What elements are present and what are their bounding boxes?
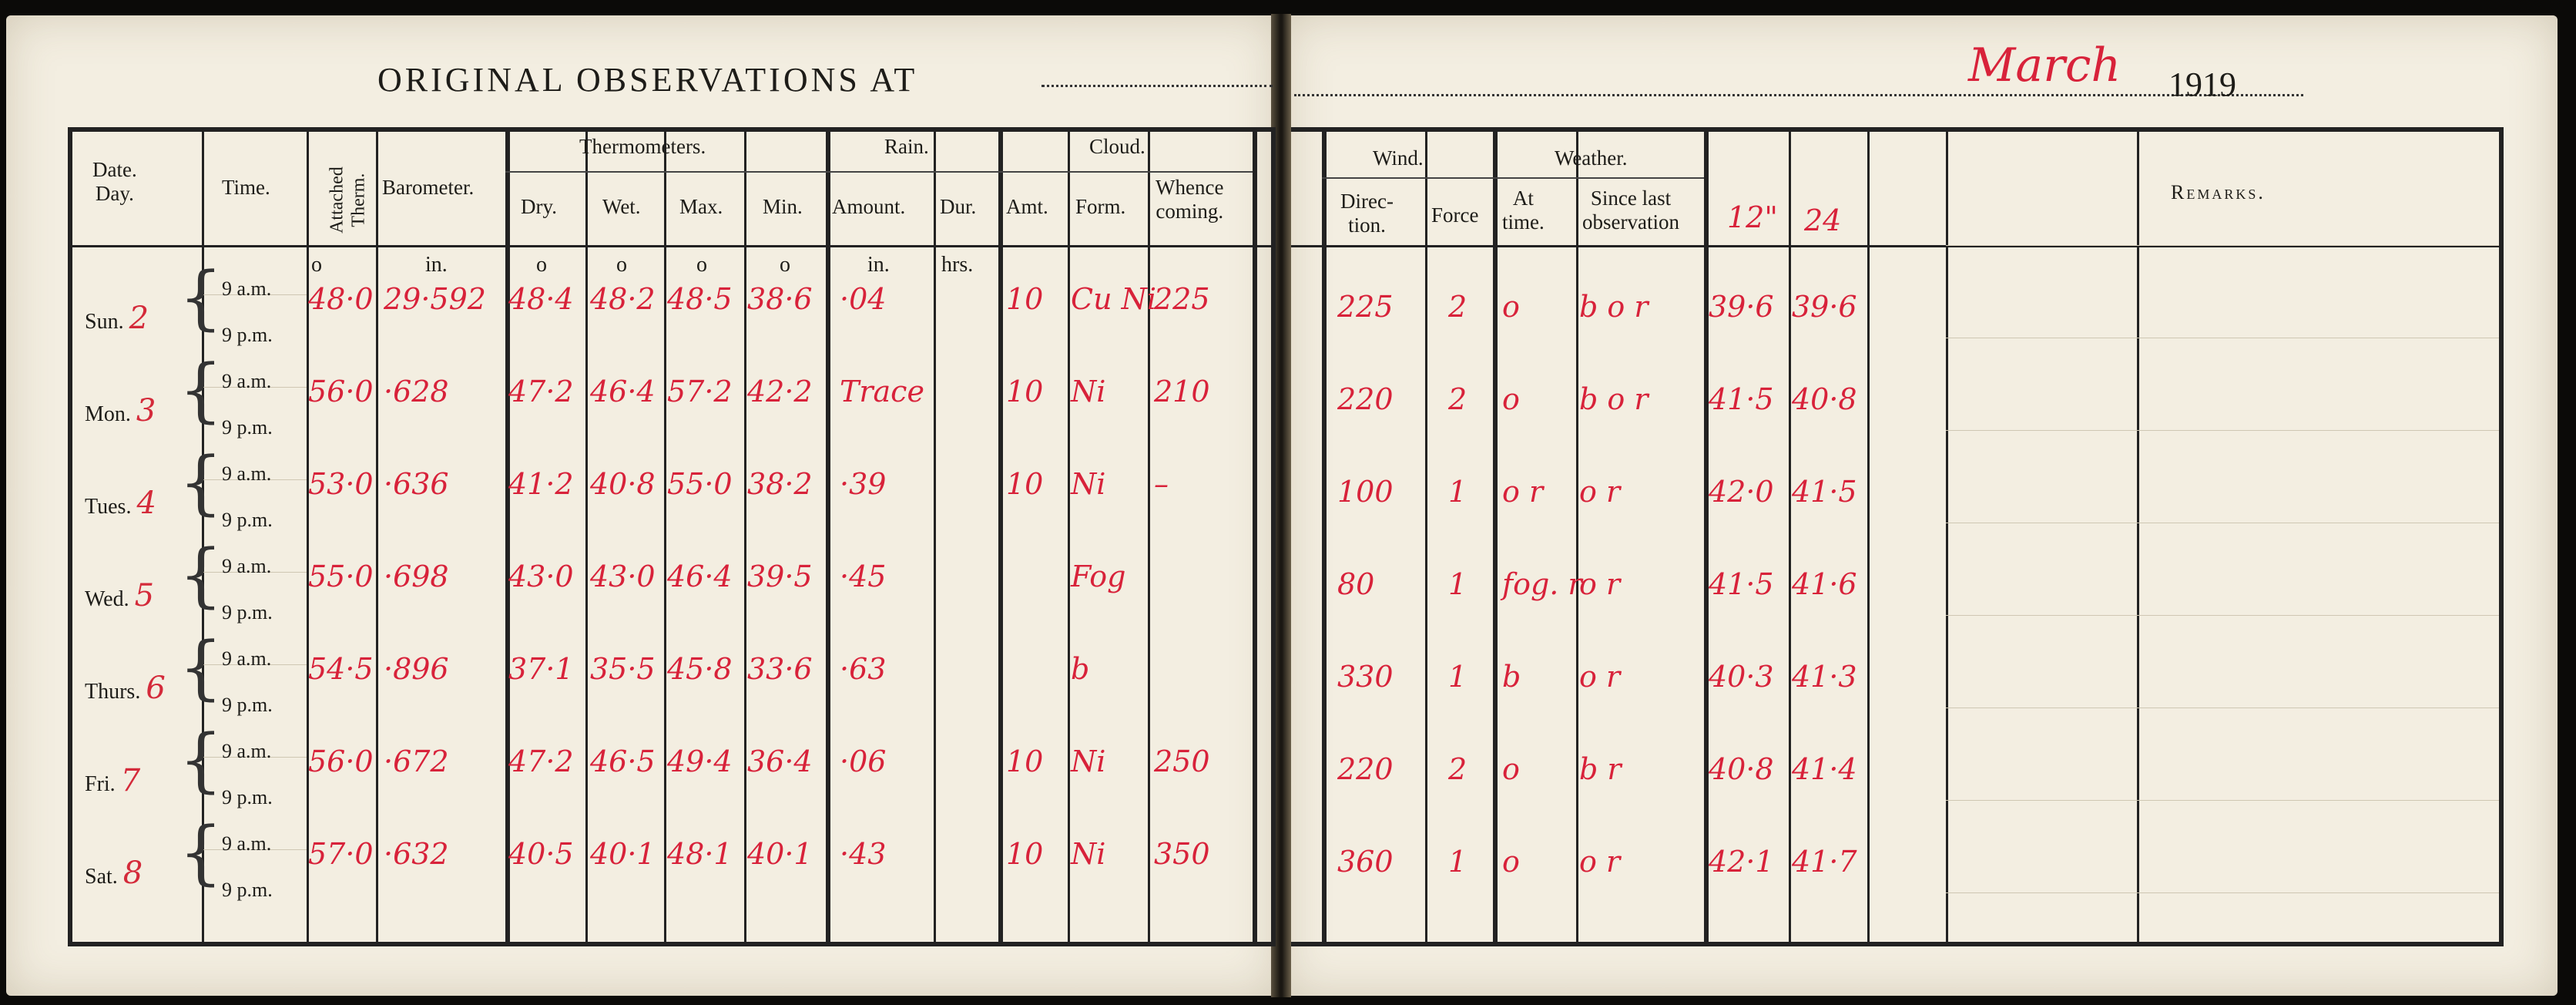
unit-barometer: in. [425, 253, 448, 277]
col-time: Time. [222, 176, 270, 199]
day-name: Sat. [85, 865, 123, 889]
cell-attached: 48·0 [308, 282, 374, 316]
column-rule [1148, 127, 1150, 946]
cell-24: 40·8 [1792, 382, 1857, 416]
time-pm: 9 p.m. [222, 786, 273, 808]
cell-dry: 43·0 [508, 560, 574, 593]
cell-barometer: ·632 [384, 837, 449, 871]
unit-min: o [780, 253, 790, 277]
row-day-label [85, 763, 140, 798]
column-rule [1789, 127, 1791, 946]
rain-subrule [826, 171, 998, 173]
row-brace: { [179, 350, 223, 431]
col-direction: Direc- tion. [1340, 190, 1394, 237]
cell-dry: 48·4 [508, 282, 574, 316]
column-rule [1576, 127, 1578, 946]
unit-attached: o [311, 253, 322, 277]
cell-24: 41·5 [1792, 475, 1857, 509]
cell-max: 48·5 [667, 282, 733, 316]
cell-min: 39·5 [747, 560, 813, 593]
cell-whence: 225 [1154, 282, 1210, 316]
cell-cloud-form: b [1071, 652, 1090, 686]
day-date: 8 [122, 855, 143, 891]
cell-cloud-amt: 10 [1006, 375, 1044, 408]
cell-whence: 350 [1154, 837, 1210, 871]
column-rule [1322, 127, 1327, 946]
column-rule [1704, 127, 1709, 946]
cell-min: 38·2 [747, 467, 813, 501]
column-rule [664, 127, 666, 946]
column-rule [376, 127, 378, 946]
day-name: Tues. [85, 495, 137, 519]
cell-attached: 57·0 [308, 837, 374, 871]
cell-weather-at-time: fog. r [1502, 567, 1582, 601]
cell-wind-force: 2 [1448, 382, 1467, 416]
time-pm: 9 p.m. [222, 694, 273, 716]
cell-barometer: ·672 [384, 745, 449, 778]
time-am: 9 a.m. [222, 370, 272, 392]
column-rule [2499, 127, 2504, 946]
cell-12: 42·0 [1709, 475, 1774, 509]
cell-12: 41·5 [1709, 382, 1774, 416]
weather-subrule [1493, 177, 1704, 179]
cell-wind-direction: 360 [1337, 845, 1394, 879]
time-am: 9 a.m. [222, 555, 272, 577]
col-at-time: At time. [1502, 187, 1545, 234]
cell-min: 38·6 [747, 282, 813, 316]
cell-attached: 56·0 [308, 745, 374, 778]
cell-min: 42·2 [747, 375, 813, 408]
time-am: 9 a.m. [222, 462, 272, 485]
cell-24: 41·3 [1792, 660, 1857, 694]
time-am: 9 a.m. [222, 832, 272, 855]
header-rule-left [68, 245, 1276, 247]
cell-dry: 37·1 [508, 652, 574, 686]
day-date: 3 [136, 393, 156, 429]
col-force: Force [1431, 203, 1479, 227]
cell-rain: ·04 [840, 282, 887, 316]
col-attached-therm: Attached Therm. [327, 166, 368, 234]
cell-weather-at-time: o r [1502, 475, 1544, 509]
time-pm: 9 p.m. [222, 416, 273, 439]
row-brace: { [179, 720, 223, 801]
cell-dry: 40·5 [508, 837, 574, 871]
cell-wind-direction: 80 [1337, 567, 1375, 601]
cell-cloud-form: Cu Ni [1071, 282, 1157, 316]
day-date: 6 [146, 671, 166, 706]
cell-max: 45·8 [667, 652, 733, 686]
cell-weather-at-time: o [1502, 382, 1520, 416]
cell-weather-at-time: o [1502, 845, 1520, 879]
cell-barometer: 29·592 [384, 282, 486, 316]
row-brace: { [179, 535, 223, 616]
unit-rain_amount: in. [867, 253, 890, 277]
cell-12: 41·5 [1709, 567, 1774, 601]
cloud-subrule [998, 171, 1253, 173]
day-name: Sun. [85, 310, 129, 334]
table-bottom-border-right [1291, 942, 2504, 946]
cell-12: 40·8 [1709, 752, 1774, 786]
cell-weather-since: b r [1579, 752, 1622, 786]
cell-wind-force: 2 [1448, 290, 1467, 324]
cell-cloud-form: Fog [1071, 560, 1126, 593]
day-date: 5 [134, 578, 155, 613]
col-date-day: Date. Day. [92, 158, 137, 206]
cell-12: 40·3 [1709, 660, 1774, 694]
cell-dry: 47·2 [508, 745, 574, 778]
time-am: 9 a.m. [222, 647, 272, 670]
time-pm: 9 p.m. [222, 879, 273, 901]
cell-wind-direction: 330 [1337, 660, 1394, 694]
col-barometer: Barometer. [382, 176, 475, 199]
remarks-ruling [1946, 430, 2499, 431]
row-brace: { [179, 442, 223, 523]
cell-weather-at-time: b [1502, 660, 1521, 694]
col-amount: Amount. [832, 195, 906, 218]
col-24: 24 [1804, 203, 1842, 237]
cell-24: 41·7 [1792, 845, 1857, 879]
cell-attached: 53·0 [308, 467, 374, 501]
cell-wind-force: 1 [1448, 845, 1467, 879]
column-rule [1946, 127, 1948, 946]
cell-cloud-form: Ni [1071, 745, 1106, 778]
day-name: Mon. [85, 402, 136, 426]
column-rule [744, 127, 746, 946]
day-name: Thurs. [85, 680, 146, 704]
cell-wind-direction: 100 [1337, 475, 1394, 509]
col-dry: Dry. [521, 195, 557, 218]
cell-cloud-form: Ni [1071, 837, 1106, 871]
col-dur: Dur. [940, 195, 977, 218]
cell-cloud-amt: 10 [1006, 837, 1044, 871]
cell-24: 39·6 [1792, 290, 1857, 324]
time-pm: 9 p.m. [222, 509, 273, 531]
cell-weather-at-time: o [1502, 290, 1520, 324]
cell-12: 39·6 [1709, 290, 1774, 324]
cell-weather-since: o r [1579, 660, 1621, 694]
cell-rain: ·43 [840, 837, 887, 871]
remarks-ruling [1946, 245, 2499, 246]
cell-wet: 40·1 [590, 837, 656, 871]
cell-wet: 43·0 [590, 560, 656, 593]
cell-barometer: ·896 [384, 652, 449, 686]
column-rule [826, 127, 830, 946]
cell-cloud-form: Ni [1071, 467, 1106, 501]
cell-barometer: ·636 [384, 467, 449, 501]
time-am: 9 a.m. [222, 277, 272, 300]
cell-wet: 40·8 [590, 467, 656, 501]
time-am: 9 a.m. [222, 740, 272, 762]
cell-rain: Trace [840, 375, 924, 408]
cell-weather-since: o r [1579, 475, 1621, 509]
cell-cloud-amt: 10 [1006, 745, 1044, 778]
cell-whence: 250 [1154, 745, 1210, 778]
cell-wind-force: 1 [1448, 567, 1467, 601]
cell-whence: – [1154, 467, 1169, 501]
day-name: Wed. [85, 587, 135, 611]
column-rule [505, 127, 510, 946]
row-day-label [85, 301, 149, 336]
row-day-label [85, 486, 156, 521]
cell-attached: 55·0 [308, 560, 374, 593]
cell-cloud-form: Ni [1071, 375, 1106, 408]
cell-wet: 46·5 [590, 745, 656, 778]
col-wind: Wind. [1373, 146, 1424, 170]
cell-wet: 46·4 [590, 375, 656, 408]
row-brace: { [179, 812, 223, 893]
cell-attached: 54·5 [308, 652, 374, 686]
table-bottom-border-left [68, 942, 1276, 946]
cell-barometer: ·628 [384, 375, 449, 408]
cell-weather-at-time: o [1502, 752, 1520, 786]
day-date: 2 [129, 301, 149, 336]
cell-24: 41·4 [1792, 752, 1857, 786]
table-top-border-left [68, 127, 1276, 132]
col-form: Form. [1075, 195, 1126, 218]
col-cloud: Cloud. [1089, 135, 1145, 158]
column-rule [1425, 127, 1427, 946]
time-pm: 9 p.m. [222, 601, 273, 624]
title-dotline [1041, 85, 1273, 87]
year: 1919 [2168, 66, 2236, 103]
cell-weather-since: o r [1579, 845, 1621, 879]
cell-dry: 47·2 [508, 375, 574, 408]
row-brace: { [179, 627, 223, 708]
cell-weather-since: o r [1579, 567, 1621, 601]
col-thermometers: Thermometers. [579, 135, 706, 158]
row-day-label [85, 671, 166, 706]
cell-max: 48·1 [667, 837, 733, 871]
cell-12: 42·1 [1709, 845, 1774, 879]
cell-max: 55·0 [667, 467, 733, 501]
wind-subrule [1322, 177, 1493, 179]
column-rule [585, 127, 588, 946]
cell-wet: 35·5 [590, 652, 656, 686]
column-rule [1493, 127, 1498, 946]
cell-wind-direction: 225 [1337, 290, 1394, 324]
row-day-label [85, 578, 154, 613]
cell-min: 33·6 [747, 652, 813, 686]
remarks-ruling [1946, 892, 2499, 893]
unit-max: o [696, 253, 707, 277]
cell-max: 49·4 [667, 745, 733, 778]
thermometers-subrule [505, 171, 826, 173]
cell-wind-force: 1 [1448, 475, 1467, 509]
page-title: ORIGINAL OBSERVATIONS AT [377, 61, 918, 99]
cell-rain: ·06 [840, 745, 887, 778]
col-wet: Wet. [602, 195, 641, 218]
col-amt: Amt. [1006, 195, 1048, 218]
col-max: Max. [679, 195, 723, 218]
table-top-border-right [1291, 127, 2504, 132]
row-day-label [85, 855, 143, 891]
unit-dry: o [536, 253, 547, 277]
column-rule [1271, 127, 1276, 946]
col-weather: Weather. [1555, 146, 1628, 170]
day-date: 4 [136, 486, 156, 521]
col-remarks: Remarks. [2171, 181, 2266, 203]
cell-weather-since: b o r [1579, 290, 1649, 324]
cell-barometer: ·698 [384, 560, 449, 593]
column-rule [307, 127, 309, 946]
cell-max: 46·4 [667, 560, 733, 593]
cell-dry: 41·2 [508, 467, 574, 501]
day-date: 7 [120, 763, 141, 798]
row-day-label [85, 393, 156, 429]
col-12: 12" [1727, 200, 1778, 234]
cell-wind-direction: 220 [1337, 752, 1394, 786]
column-rule [1253, 127, 1257, 946]
row-brace: { [179, 257, 223, 338]
day-name: Fri. [85, 772, 121, 796]
cell-wind-force: 1 [1448, 660, 1467, 694]
column-rule [998, 127, 1003, 946]
col-whence-coming: Whence coming. [1156, 176, 1224, 224]
cell-wind-direction: 220 [1337, 382, 1394, 416]
cell-rain: ·39 [840, 467, 887, 501]
title-dotline-right [1294, 94, 2303, 96]
cell-wet: 48·2 [590, 282, 656, 316]
cell-attached: 56·0 [308, 375, 374, 408]
column-rule [934, 127, 936, 946]
cell-wind-force: 2 [1448, 752, 1467, 786]
column-rule [68, 127, 72, 946]
cell-cloud-amt: 10 [1006, 467, 1044, 501]
col-rain: Rain. [884, 135, 929, 158]
cell-rain: ·45 [840, 560, 887, 593]
col-since-last: Since last observation [1582, 187, 1679, 234]
col-min: Min. [763, 195, 803, 218]
column-rule [2137, 127, 2139, 946]
cell-whence: 210 [1154, 375, 1210, 408]
remarks-ruling [1946, 615, 2499, 616]
month-handwritten: March [1968, 39, 2122, 92]
unit-rain_dur: hrs. [941, 253, 974, 277]
cell-cloud-amt: 10 [1006, 282, 1044, 316]
cell-min: 36·4 [747, 745, 813, 778]
time-pm: 9 p.m. [222, 324, 273, 346]
cell-24: 41·6 [1792, 567, 1857, 601]
cell-weather-since: b o r [1579, 382, 1649, 416]
remarks-ruling [1946, 800, 2499, 801]
unit-wet: o [616, 253, 627, 277]
cell-min: 40·1 [747, 837, 813, 871]
column-rule [1867, 127, 1870, 946]
column-rule [1068, 127, 1070, 946]
right-page [1285, 15, 2558, 996]
cell-rain: ·63 [840, 652, 887, 686]
cell-max: 57·2 [667, 375, 733, 408]
